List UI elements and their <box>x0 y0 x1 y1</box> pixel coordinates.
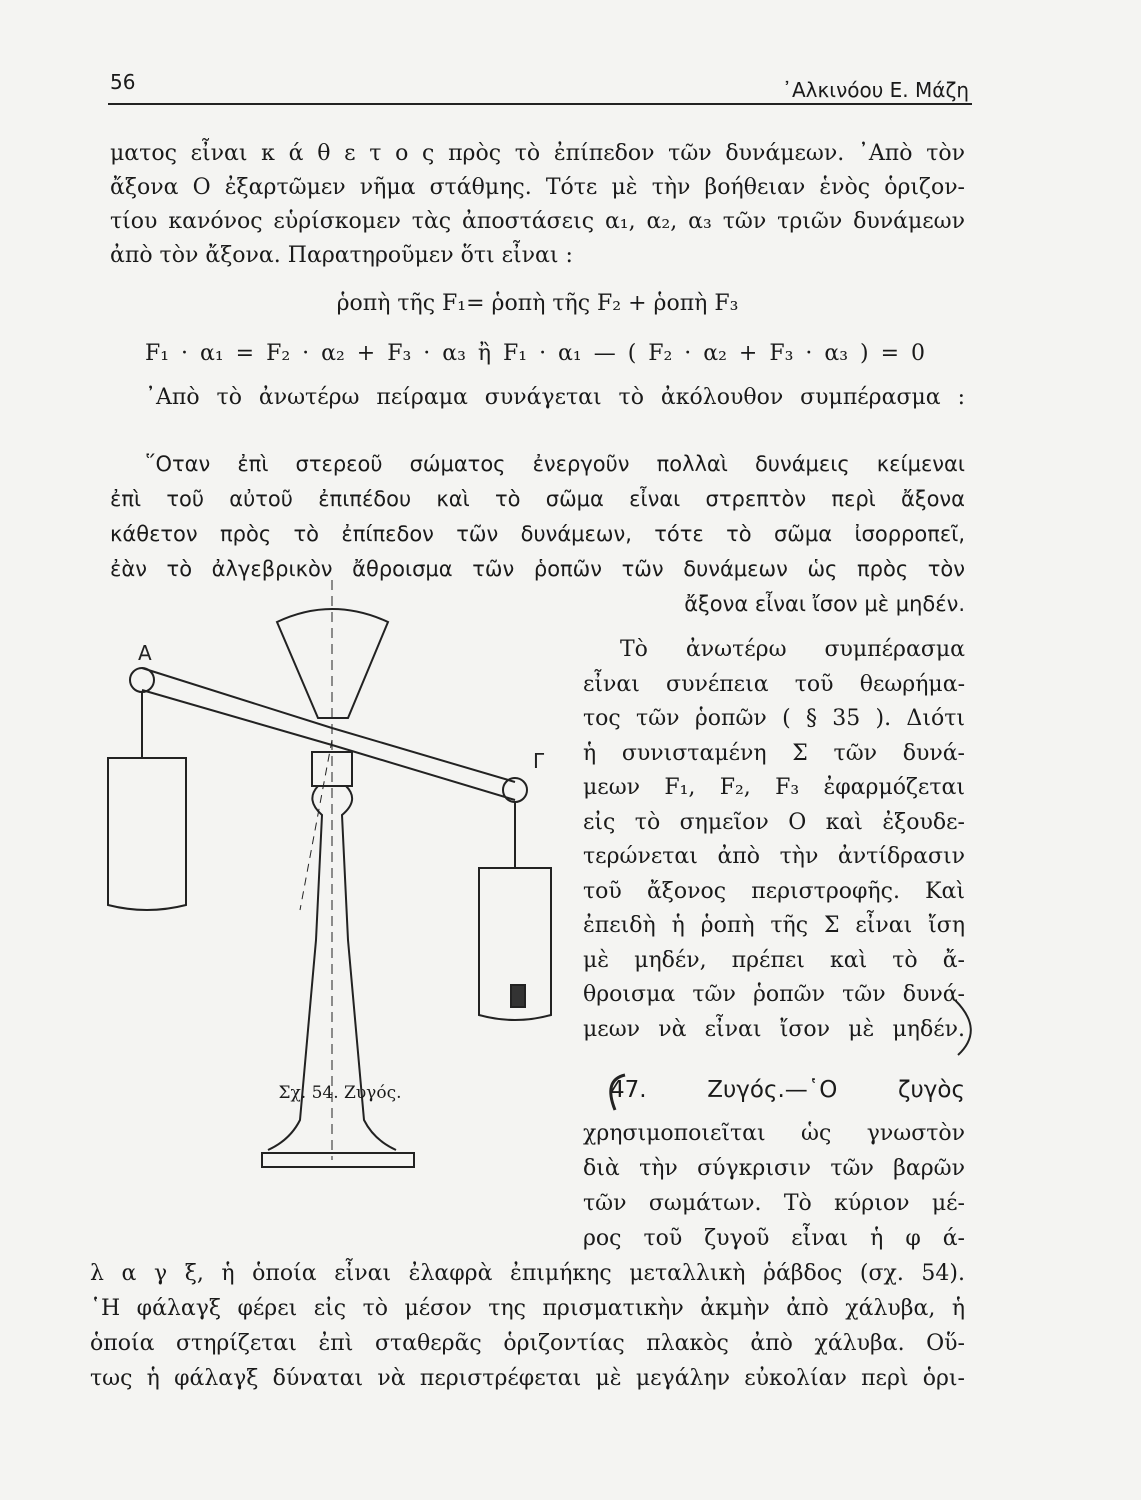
text-line: Τὸ ἀνωτέρω συμπέρασμα <box>620 637 965 662</box>
pivot-left <box>130 668 154 692</box>
formula-products: F₁ · α₁ = F₂ · α₂ + F₃ · α₃ ἢ F₁ · α₁ — ( F₂ · α₂ + F₃ · α₃ ) = 0 <box>145 341 925 366</box>
text-line: εἶναι συνέπεια τοῦ θεωρήμα- <box>583 671 965 697</box>
rule-line: ἄξονα εἶναι ἴσον μὲ μηδέν. <box>684 592 965 616</box>
pointer <box>300 740 332 910</box>
figure-caption: Σχ. 54. Ζυγός. <box>278 1083 402 1103</box>
text-line: τοῦ ἄξονος περιστροφῆς. Καὶ <box>583 878 965 904</box>
text-line: τῶν σωμάτων. Τὸ κύριον μέ- <box>583 1191 965 1216</box>
conclusion-intro: ᾿Απὸ τὸ ἀνωτέρω πείραμα συνάγεται τὸ ἀκόλουθον συμπέρασμα : <box>145 385 965 410</box>
text-line: μεων νὰ εἶναι ἴσον μὲ μηδέν. <box>583 1016 965 1042</box>
left-pan <box>108 758 186 910</box>
text-line: λ α γ ξ, ἡ ὁποία εἶναι ἐλαφρὰ ἐπιμήκης μεταλλικὴ ῥάβδος (σχ. 54). <box>90 1261 965 1286</box>
section-heading: 47. Ζυγός.—῾Ο ζυγὸς <box>610 1077 965 1103</box>
text-line: ῾Η φάλαγξ φέρει εἰς τὸ μέσον της πρισματικὴν ἀκμὴν ἀπὸ χάλυβα, ἡ <box>90 1296 965 1321</box>
rule-line: ἐὰν τὸ ἀλγεβρικὸν ἄθροισμα τῶν ῥοπῶν τῶν δυνάμεων ὡς πρὸς τὸν <box>110 557 965 581</box>
text-line: μεων F₁, F₂, F₃ ἐφαρμόζεται <box>583 775 965 800</box>
text-line: θροισμα τῶν ῥοπῶν τῶν δυνά- <box>583 982 965 1007</box>
balance-beam <box>142 668 515 800</box>
text-line: ὁποία στηρίζεται ἐπὶ σταθερᾶς ὁριζοντίας πλακὸς ἀπὸ χάλυβα. Οὕ- <box>90 1331 965 1356</box>
formula-moments: ῥοπὴ τῆς F₁= ῥοπὴ τῆς F₂ + ῥοπὴ F₃ <box>336 291 739 316</box>
page-number: 56 <box>110 70 136 94</box>
text-line: τίου κανόνος εὑρίσκομεν τὰς ἀποστάσεις α₁, α₂, α₃ τῶν τριῶν δυνάμεων <box>110 209 965 234</box>
text-line: ἀπὸ τὸν ἄξονα. Παρατηροῦμεν ὅτι εἶναι : <box>110 243 573 268</box>
label-a: Α <box>138 641 152 665</box>
text-line: τως ἡ φάλαγξ δύναται νὰ περιστρέφεται μὲ μεγάλην εὐκολίαν περὶ ὁρι- <box>90 1366 965 1391</box>
rule-line: ῞Οταν ἐπὶ στερεοῦ σώματος ἐνεργοῦν πολλαὶ δυνάμεις κείμεναι <box>145 452 965 476</box>
pen-bracket <box>611 1075 625 1110</box>
label-gamma: Γ <box>533 749 545 773</box>
pen-bracket <box>955 1000 971 1055</box>
text-line: διὰ τὴν σύγκρισιν τῶν βαρῶν <box>583 1156 965 1181</box>
base-plate <box>262 1153 414 1167</box>
text-line: ρος τοῦ ζυγοῦ εἶναι ἡ φ ά- <box>583 1226 965 1251</box>
rule-line: κάθετον πρὸς τὸ ἐπίπεδον τῶν δυνάμεων, τότε τὸ σῶμα ἰσορροπεῖ, <box>110 522 965 546</box>
text-line: εἰς τὸ σημεῖον Ο καὶ ἐξουδε- <box>583 809 965 835</box>
text-line: ἄξονα Ο ἐξαρτῶμεν νῆμα στάθμης. Τότε μὲ τὴν βοήθειαν ἑνὸς ὁριζον- <box>110 175 965 200</box>
running-header-author: ᾿Αλκινόου Ε. Μάζη <box>782 78 969 102</box>
text-line: μὲ μηδέν, πρέπει καὶ τὸ ἄ- <box>583 947 965 973</box>
text-line: ἐπειδὴ ἡ ῥοπὴ τῆς Σ εἶναι ἴση <box>583 913 965 938</box>
rule-line: ἐπὶ τοῦ αὐτοῦ ἐπιπέδου καὶ τὸ σῶμα εἶναι στρεπτὸν περὶ ἄξονα <box>110 487 965 511</box>
text-line: τος τῶν ῥοπῶν ( § 35 ). Διότι <box>583 706 965 731</box>
text-line: ματος εἶναι κ ά θ ε τ ο ς πρὸς τὸ ἐπίπεδον τῶν δυνάμεων. ᾿Απὸ τὸν <box>110 141 965 166</box>
weight <box>511 985 525 1007</box>
text-line: χρησιμοποιεῖται ὡς γνωστὸν <box>583 1121 965 1146</box>
text-line: ἡ συνισταμένη Σ τῶν δυνά- <box>583 740 965 766</box>
text-line: τερώνεται ἀπὸ τὴν ἀντίδρασιν <box>583 844 965 869</box>
